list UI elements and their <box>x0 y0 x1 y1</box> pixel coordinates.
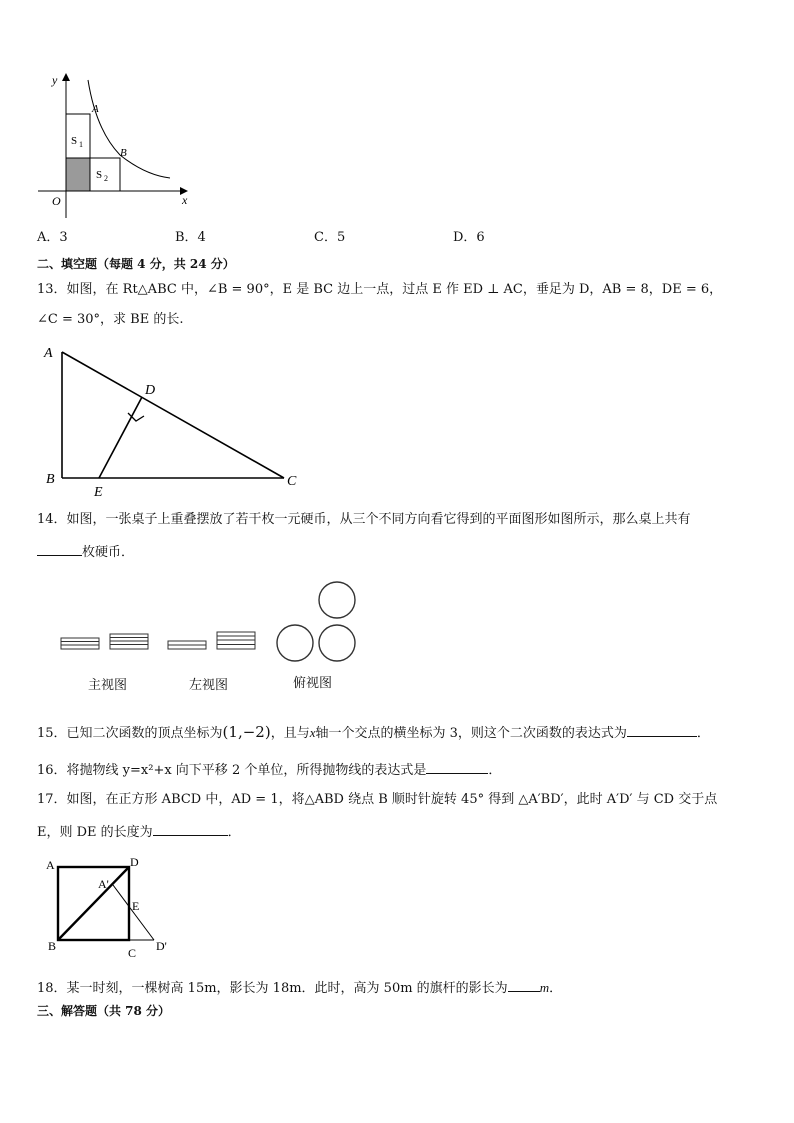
answer-blank[interactable] <box>37 541 82 556</box>
section-2-title: 二、填空题（每题 4 分，共 24 分） <box>37 257 235 271</box>
option-c: C．5 <box>314 230 346 245</box>
q17-line1: 17．如图，在正方形 ABCD 中，AD = 1，将△ABD 绕点 B 顺时针旋转 45° 得到 △A′BD′，此时 A′D′ 与 CD 交于点 <box>37 792 718 807</box>
point-b-label: B <box>120 147 127 159</box>
y-axis-label: y <box>52 73 58 87</box>
caption-front-view: 主视图 <box>88 678 128 693</box>
q13-line1: 13．如图，在 Rt△ABC 中，∠B = 90°，E 是 BC 边上一点，过点 E 作 ED ⊥ AC，垂足为 D，AB = 8，DE = 6， <box>37 282 723 297</box>
answer-blank[interactable] <box>508 977 540 992</box>
caption-side-view: 左视图 <box>189 678 229 693</box>
s2-label: S <box>96 169 103 181</box>
sq-label-e: E <box>132 899 140 913</box>
vertex-b-label: B <box>46 472 55 487</box>
sq-label-c: C <box>128 946 137 960</box>
option-b: B．4 <box>175 230 206 245</box>
vertex-c-label: C <box>287 474 297 489</box>
s2-subscript: 2 <box>104 174 108 183</box>
q15-text: 15．已知二次函数的顶点坐标为(1,−2)，且与x轴一个交点的横坐标为 3，则这个二次函数的表达式为 ． <box>37 723 710 741</box>
square-rotation-figure <box>40 852 180 962</box>
vertex-e-label: E <box>94 485 103 500</box>
vertex-a-label: A <box>44 346 53 361</box>
sq-label-d-prime: D' <box>156 939 167 953</box>
s1-subscript: 1 <box>79 140 83 149</box>
answer-blank[interactable] <box>426 759 488 774</box>
sq-label-d: D <box>130 855 139 869</box>
point-a-label: A <box>92 103 99 115</box>
q16-text: 16．将抛物线 y=x²+x 向下平移 2 个单位，所得抛物线的表达式是 ． <box>37 759 501 780</box>
caption-top-view: 俯视图 <box>293 676 333 691</box>
q17-line2: E，则 DE 的长度为 ． <box>37 821 241 842</box>
option-d: D．6 <box>453 230 485 245</box>
sq-label-a: A <box>46 858 55 872</box>
coin-views-figure <box>55 575 375 675</box>
q14-line1: 14．如图，一张桌子上重叠摆放了若干枚一元硬币，从三个不同方向看它得到的平面图形如图所示，那么桌上共有 <box>37 512 691 527</box>
option-a: A．3 <box>37 230 68 245</box>
s1-label: S <box>71 135 78 147</box>
q18-text: 18．某一时刻，一棵树高 15m，影长为 18m．此时，高为 50m 的旗杆的影长为 m． <box>37 977 562 998</box>
shaded-region <box>66 158 90 191</box>
hyperbola-figure <box>30 70 200 220</box>
answer-blank[interactable] <box>627 722 697 737</box>
q14-line2: 枚硬币． <box>37 541 134 562</box>
sq-label-a-prime: A' <box>98 877 109 891</box>
vertex-d-label: D <box>145 383 156 398</box>
answer-blank[interactable] <box>153 821 228 836</box>
origin-label: O <box>52 194 61 208</box>
triangle-figure <box>40 340 310 500</box>
q13-line2: ∠C = 30°，求 BE 的长. <box>37 312 184 327</box>
section-3-title: 三、解答题（共 78 分） <box>37 1004 171 1018</box>
sq-label-b: B <box>48 939 57 953</box>
x-axis-label: x <box>182 193 188 207</box>
